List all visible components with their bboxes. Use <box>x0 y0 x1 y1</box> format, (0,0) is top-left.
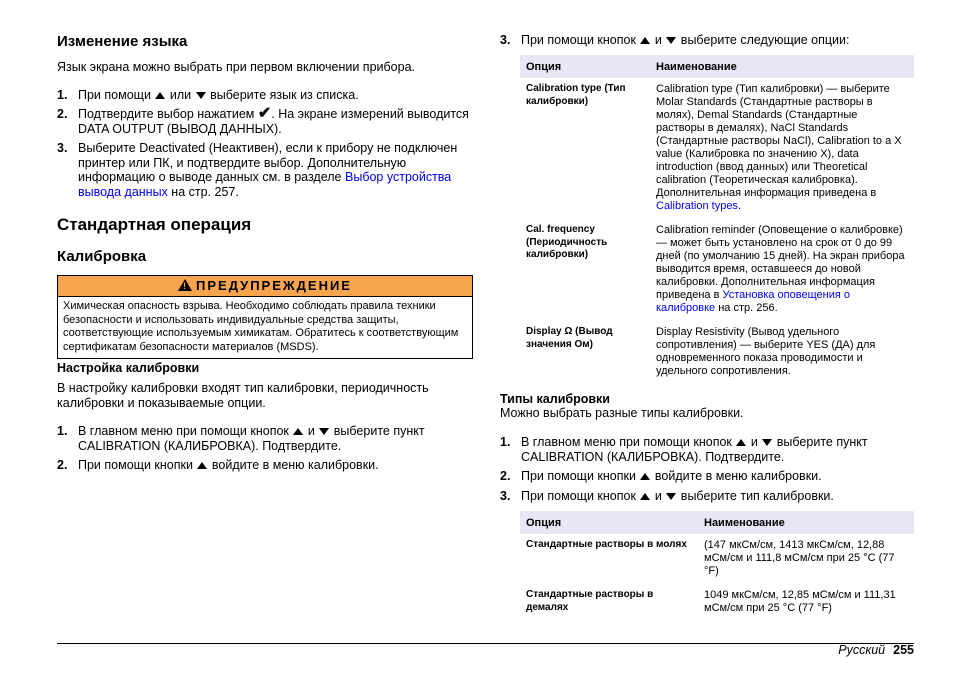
calibration-types-heading: Типы калибровки <box>500 392 610 406</box>
table-row: Стандартные растворы в молях (147 мкСм/см, 1413 мкСм/см, 12,88 мСм/см и 111,8 мСм/см при 25 °C (77 °F) <box>526 539 895 577</box>
types-step-3: 3. При помощи кнопок и выберите тип калибровки. <box>500 489 834 503</box>
down-arrow-icon <box>319 428 329 435</box>
up-arrow-icon <box>155 92 165 99</box>
up-arrow-icon <box>736 439 746 446</box>
footer-divider <box>57 643 914 644</box>
warning-triangle-icon: ! <box>178 279 192 291</box>
lang-step-1: 1. При помощи или выберите язык из списка. <box>57 88 359 102</box>
down-arrow-icon <box>196 92 206 99</box>
setup-step-1: 1. В главном меню при помощи кнопок и выберите пункт CALIBRATION (КАЛИБРОВКА). Подтвердите. <box>57 424 425 453</box>
options-table <box>520 55 914 384</box>
warning-text: Химическая опасность взрыва. Необходимо соблюдать правила техники безопасности и использовать индивидуальные средства защиты, соответствующие используемым химикатам. Обратитесь к соответствующим сертификатам безопасности материалов (MSDS). <box>63 300 459 353</box>
setup-step-2: 2. При помощи кнопки войдите в меню калибровки. <box>57 458 379 472</box>
up-arrow-icon <box>640 493 650 500</box>
calibration-types-link[interactable]: Calibration types <box>656 200 738 212</box>
calibration-reminder-link[interactable]: Установка оповещения о калибровке <box>656 289 850 314</box>
up-arrow-icon <box>293 428 303 435</box>
setup-heading: Настройка калибровки <box>57 361 200 375</box>
data-output-link[interactable]: Выбор устройства вывода данных <box>78 170 452 199</box>
calibration-types-intro: Можно выбрать разные типы калибровки. <box>500 406 744 420</box>
up-arrow-icon <box>640 473 650 480</box>
language-heading: Изменение языка <box>57 33 188 50</box>
setup-intro: В настройку калибровки входят тип калибровки, периодичность калибровки и показываемые опции. <box>57 381 429 410</box>
lang-step-3: 3. Выберите Deactivated (Неактивен), если к прибору не подключен принтер или ПК, и подтвердите выбор. Дополнительную информацию о выводе данных см. в разделе Выбор устройства вывода данных на стр. 257. <box>57 141 458 199</box>
calibration-types-table <box>520 511 914 621</box>
page-footer <box>838 643 914 657</box>
page-number: 255 <box>893 643 914 657</box>
table-row: Стандартные растворы в демалях 1049 мкСм/см, 12,85 мСм/см и 111,31 мСм/см при 25 °C (77 °F) <box>526 589 896 614</box>
language-intro: Язык экрана можно выбрать при первом включении прибора. <box>57 60 415 74</box>
up-arrow-icon <box>640 37 650 44</box>
warning-box <box>57 275 473 359</box>
warning-header: ! ПРЕДУПРЕЖДЕНИЕ <box>58 276 472 297</box>
lang-step-2: 2. Подтвердите выбор нажатием ✔. На экране измерений выводится DATA OUTPUT (ВЫВОД ДАННЫХ). <box>57 105 469 136</box>
footer-language: Русский <box>838 643 886 657</box>
calibration-heading: Калибровка <box>57 248 147 265</box>
down-arrow-icon <box>666 37 676 44</box>
table-row: Calibration type (Тип калибровки) Calibration type (Тип калибровки) — выберите Molar Standards (Стандартные растворы в молях), Demal Standards (Стандартные растворы в демалях), NaCl Standards (Стандартные растворы NaCl), Calibration to a X value (Калибровка по значению X), data introduction (ввод данных) или Theoretical calibration (Теоретическая калибровка). Дополнительная информация приведена в Calibration types. <box>526 83 902 212</box>
table-header-row: Опция Наименование <box>520 55 914 78</box>
checkmark-icon: ✔ <box>257 105 272 122</box>
standard-operation-heading: Стандартная операция <box>57 215 252 234</box>
table-row: Display Ω (Вывод значения Ом) Display Resistivity (Вывод удельного сопротивления) — выберите YES (ДА) для одновременного показа проводимости и удельного сопротивления. <box>526 326 876 377</box>
types-step-1: 1. В главном меню при помощи кнопок и выберите пункт CALIBRATION (КАЛИБРОВКА). Подтвердите. <box>500 435 868 464</box>
options-step-3: 3. При помощи кнопок и выберите следующие опции: <box>500 33 850 47</box>
down-arrow-icon <box>762 439 772 446</box>
up-arrow-icon <box>197 462 207 469</box>
table-header-row: Опция Наименование <box>520 511 914 534</box>
down-arrow-icon <box>666 493 676 500</box>
types-step-2: 2. При помощи кнопки войдите в меню калибровки. <box>500 469 822 483</box>
table-row: Cal. frequency (Периодичность калибровки) Calibration reminder (Оповещение о калибровке) — может быть установлено на срок от 0 до 99 дней (по умолчанию 15 дней). На экран прибора выводится время, оставшееся до новой калибровки. Дополнительная информация приведена в Установка оповещения о калибровке на стр. 256. <box>526 224 905 314</box>
